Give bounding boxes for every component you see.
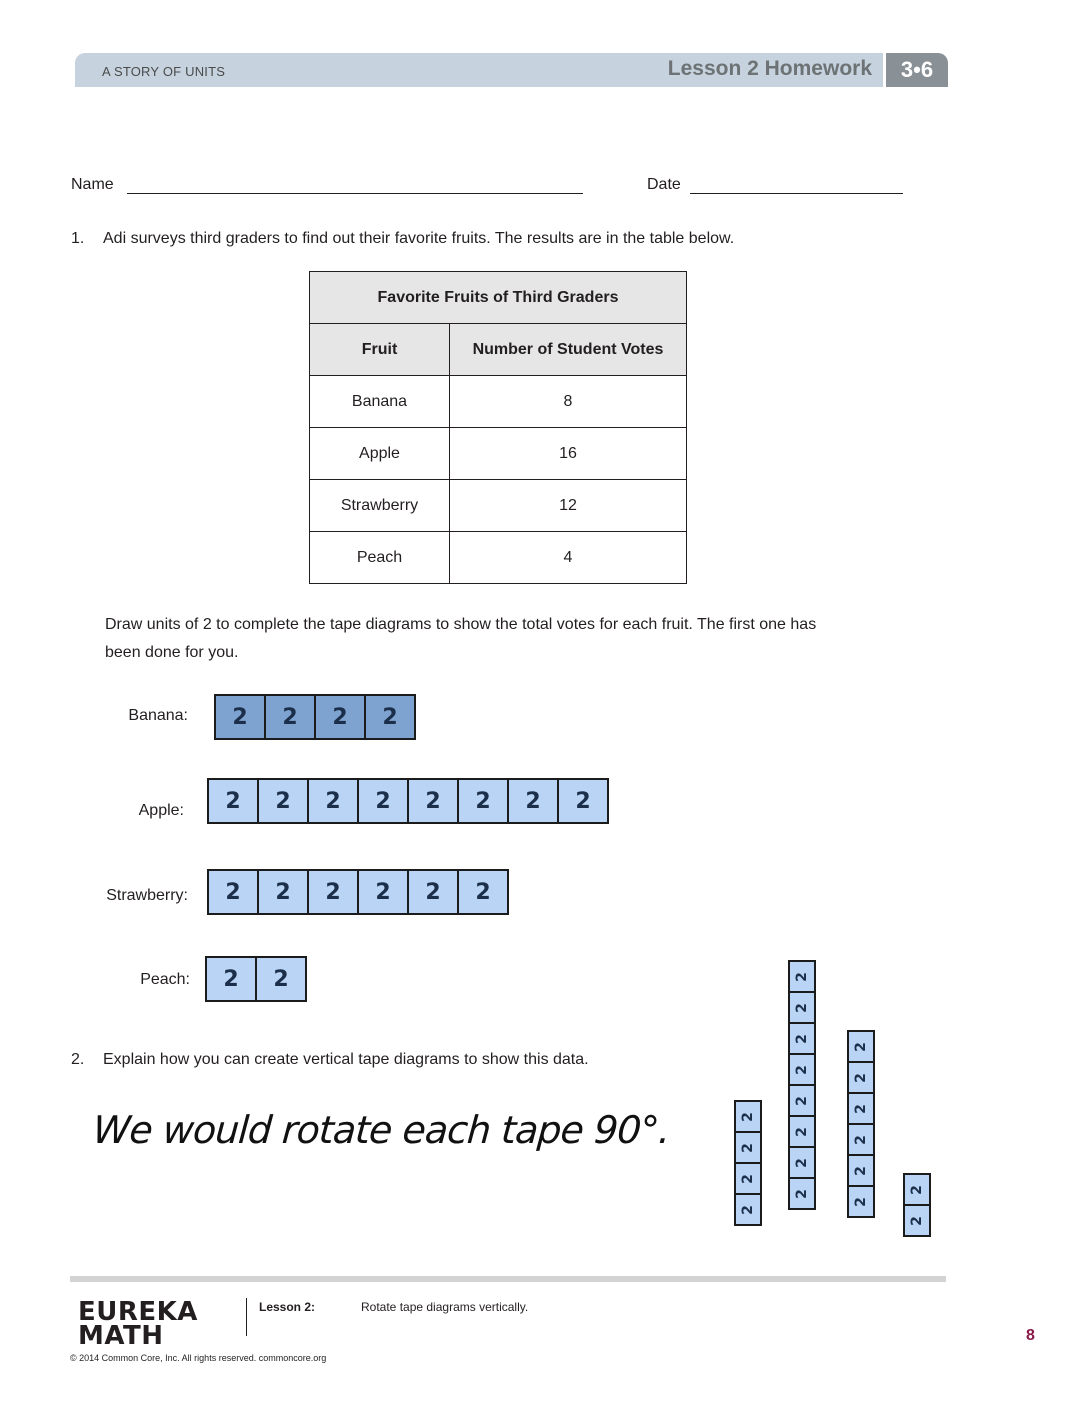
table-cell-votes: 4 xyxy=(450,532,687,584)
tape-label-peach: Peach: xyxy=(140,971,190,988)
tape-unit: 2 xyxy=(407,778,459,824)
vertical-tape-unit xyxy=(903,1204,931,1237)
fruit-table xyxy=(309,271,687,584)
tape-unit: 2 xyxy=(314,694,366,740)
tape-unit: 2 xyxy=(507,778,559,824)
table-cell-fruit: Banana xyxy=(310,376,450,428)
tape-unit: 2 xyxy=(214,694,266,740)
vertical-unit-label: 2 xyxy=(740,1204,756,1215)
table-header-votes: Number of Student Votes xyxy=(450,324,687,376)
lesson-title: Lesson 2 Homework xyxy=(667,57,872,80)
vertical-tape-unit xyxy=(734,1193,762,1226)
vertical-unit-label: 2 xyxy=(853,1196,869,1207)
vertical-unit-label: 2 xyxy=(740,1142,756,1153)
vertical-tape-unit xyxy=(788,991,816,1024)
eureka-math-logo xyxy=(78,1297,198,1351)
tape-unit: 2 xyxy=(364,694,416,740)
tape-unit: 2 xyxy=(205,956,257,1002)
vertical-unit-label: 2 xyxy=(794,971,810,982)
table-row xyxy=(310,532,687,584)
tape-strawberry xyxy=(207,869,507,915)
table-cell-votes: 12 xyxy=(450,480,687,532)
tape-unit: 2 xyxy=(307,869,359,915)
vertical-tape-unit xyxy=(788,1084,816,1117)
vertical-unit-label: 2 xyxy=(794,1188,810,1199)
table-header-fruit: Fruit xyxy=(310,324,450,376)
vertical-unit-label: 2 xyxy=(740,1111,756,1122)
vertical-tape-unit xyxy=(734,1162,762,1195)
problem-1-text: Adi surveys third graders to find out their favorite fruits. The results are in the table below. xyxy=(103,230,735,247)
tape-unit: 2 xyxy=(457,869,509,915)
footer-lesson-description: Rotate tape diagrams vertically. xyxy=(361,1300,529,1314)
table-cell-fruit: Peach xyxy=(310,532,450,584)
logo-line-2: MATH xyxy=(78,1321,164,1351)
name-field[interactable] xyxy=(127,175,583,194)
vertical-tape-apple xyxy=(788,962,816,1210)
tape-unit: 2 xyxy=(457,778,509,824)
vertical-unit-label: 2 xyxy=(740,1173,756,1184)
vertical-tape-unit xyxy=(788,960,816,993)
table-row xyxy=(310,480,687,532)
problem-2-text: Explain how you can create vertical tape diagrams to show this data. xyxy=(103,1051,589,1068)
vertical-unit-label: 2 xyxy=(853,1072,869,1083)
vertical-tape-unit xyxy=(847,1154,875,1187)
vertical-tape-unit xyxy=(734,1100,762,1133)
tape-label-apple: Apple: xyxy=(138,802,184,819)
instructions-line-2: been done for you. xyxy=(105,644,239,661)
vertical-tape-unit xyxy=(903,1173,931,1206)
name-label: Name xyxy=(71,176,114,193)
vertical-tape-unit xyxy=(788,1177,816,1210)
footer-lesson-label: Lesson 2: xyxy=(259,1300,316,1314)
series-title: A STORY OF UNITS xyxy=(102,64,226,79)
vertical-unit-label: 2 xyxy=(794,1126,810,1137)
tape-unit: 2 xyxy=(357,869,409,915)
table-cell-votes: 16 xyxy=(450,428,687,480)
table-row xyxy=(310,428,687,480)
vertical-unit-label: 2 xyxy=(853,1165,869,1176)
vertical-tape-unit xyxy=(788,1022,816,1055)
tape-label-banana: Banana: xyxy=(128,707,188,724)
vertical-tape-unit xyxy=(847,1092,875,1125)
table-cell-fruit: Strawberry xyxy=(310,480,450,532)
date-label: Date xyxy=(647,176,681,193)
tape-unit: 2 xyxy=(357,778,409,824)
vertical-unit-label: 2 xyxy=(794,1157,810,1168)
instructions-line-1: Draw units of 2 to complete the tape diagrams to show the total votes for each fruit. The first one has xyxy=(105,616,817,633)
vertical-tape-unit xyxy=(788,1146,816,1179)
tape-peach xyxy=(205,956,305,1002)
tape-unit: 2 xyxy=(307,778,359,824)
vertical-unit-label: 2 xyxy=(853,1134,869,1145)
table-title: Favorite Fruits of Third Graders xyxy=(310,272,687,324)
tape-unit: 2 xyxy=(557,778,609,824)
vertical-unit-label: 2 xyxy=(794,1095,810,1106)
vertical-tape-peach xyxy=(903,1175,931,1237)
vertical-unit-label: 2 xyxy=(909,1184,925,1195)
page-number: 8 xyxy=(1026,1327,1035,1344)
vertical-tape-unit xyxy=(847,1123,875,1156)
footer-rule xyxy=(70,1276,946,1282)
footer-divider xyxy=(246,1298,247,1336)
vertical-tape-unit xyxy=(847,1061,875,1094)
vertical-unit-label: 2 xyxy=(909,1215,925,1226)
copyright: © 2014 Common Core, Inc. All rights reserved. commoncore.org xyxy=(70,1353,327,1363)
date-field[interactable] xyxy=(690,175,903,194)
table-row xyxy=(310,376,687,428)
vertical-tape-unit xyxy=(788,1115,816,1148)
vertical-unit-label: 2 xyxy=(794,1064,810,1075)
vertical-tape-unit xyxy=(847,1185,875,1218)
logo-line-1: EUREKA xyxy=(78,1297,198,1327)
tape-unit: 2 xyxy=(207,869,259,915)
tape-banana xyxy=(214,694,414,740)
vertical-tape-unit xyxy=(734,1131,762,1164)
handwritten-answer: We would rotate each tape 90°. xyxy=(91,1108,672,1152)
grade-badge: 3•6 xyxy=(886,53,948,87)
tape-unit: 2 xyxy=(255,956,307,1002)
vertical-unit-label: 2 xyxy=(853,1103,869,1114)
vertical-tape-strawberry xyxy=(847,1032,875,1218)
tape-unit: 2 xyxy=(264,694,316,740)
vertical-tape-banana xyxy=(734,1102,762,1226)
tape-apple xyxy=(207,778,607,824)
tape-unit: 2 xyxy=(257,869,309,915)
problem-2-number: 2. xyxy=(71,1051,85,1068)
tape-unit: 2 xyxy=(207,778,259,824)
vertical-tape-unit xyxy=(847,1030,875,1063)
tape-unit: 2 xyxy=(407,869,459,915)
vertical-unit-label: 2 xyxy=(853,1041,869,1052)
table-cell-fruit: Apple xyxy=(310,428,450,480)
vertical-unit-label: 2 xyxy=(794,1033,810,1044)
vertical-tape-unit xyxy=(788,1053,816,1086)
problem-1-number: 1. xyxy=(71,230,85,247)
table-cell-votes: 8 xyxy=(450,376,687,428)
vertical-unit-label: 2 xyxy=(794,1002,810,1013)
tape-unit: 2 xyxy=(257,778,309,824)
tape-label-strawberry: Strawberry: xyxy=(106,887,188,904)
